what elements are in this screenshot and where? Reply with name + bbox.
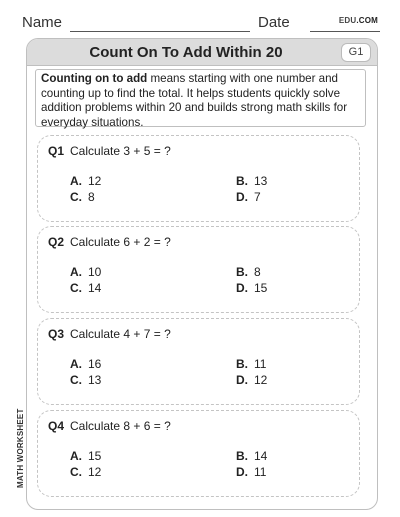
side-label: MATH WORKSHEET xyxy=(16,408,25,488)
question-number: Q1 xyxy=(48,144,65,158)
question-text: Calculate 4 + 7 = ? xyxy=(70,327,171,341)
question-card xyxy=(37,226,360,313)
option-letter: C. xyxy=(70,281,82,295)
option-c[interactable] xyxy=(70,373,101,387)
logo-main: EDU xyxy=(338,16,357,25)
option-b[interactable] xyxy=(236,265,261,279)
option-value: 13 xyxy=(88,373,102,387)
option-letter: D. xyxy=(236,373,248,387)
option-c[interactable] xyxy=(70,190,95,204)
option-value: 12 xyxy=(88,174,102,188)
option-letter: A. xyxy=(70,449,82,463)
option-a[interactable] xyxy=(70,265,101,279)
option-a[interactable] xyxy=(70,357,101,371)
option-b[interactable] xyxy=(236,174,267,188)
question-text: Calculate 6 + 2 = ? xyxy=(70,235,171,249)
question-card xyxy=(37,318,360,405)
name-date-row xyxy=(22,12,392,34)
option-letter: D. xyxy=(236,281,248,295)
option-d[interactable] xyxy=(236,373,267,387)
option-letter: D. xyxy=(236,190,248,204)
question-heading xyxy=(48,327,171,341)
option-value: 13 xyxy=(254,174,268,188)
worksheet-title: Count On To Add Within 20 xyxy=(89,44,283,61)
option-d[interactable] xyxy=(236,190,261,204)
intro-box xyxy=(35,69,366,127)
option-letter: A. xyxy=(70,357,82,371)
option-letter: C. xyxy=(70,373,82,387)
option-value: 11 xyxy=(254,357,267,371)
option-value: 15 xyxy=(88,449,102,463)
date-label: Date xyxy=(258,14,290,31)
option-value: 7 xyxy=(254,190,261,204)
question-number: Q4 xyxy=(48,419,65,433)
option-letter: A. xyxy=(70,174,82,188)
date-line[interactable] xyxy=(310,31,380,32)
name-label: Name xyxy=(22,14,63,31)
question-number: Q2 xyxy=(48,235,65,249)
question-text: Calculate 3 + 5 = ? xyxy=(70,144,171,158)
option-letter: B. xyxy=(236,449,248,463)
option-value: 12 xyxy=(88,465,102,479)
option-letter: C. xyxy=(70,190,82,204)
option-value: 16 xyxy=(88,357,102,371)
question-heading xyxy=(48,419,171,433)
question-card xyxy=(37,135,360,222)
worksheet-header xyxy=(27,39,377,66)
option-b[interactable] xyxy=(236,357,266,371)
option-value: 14 xyxy=(88,281,102,295)
question-heading xyxy=(48,235,171,249)
option-value: 14 xyxy=(254,449,268,463)
question-heading xyxy=(48,144,171,158)
logo-suffix: .COM xyxy=(356,16,378,25)
grade-badge: G1 xyxy=(341,43,371,62)
logo xyxy=(339,16,378,25)
option-c[interactable] xyxy=(70,281,101,295)
option-value: 8 xyxy=(88,190,95,204)
question-card xyxy=(37,410,360,497)
name-line[interactable] xyxy=(70,31,250,32)
option-c[interactable] xyxy=(70,465,101,479)
option-letter: C. xyxy=(70,465,82,479)
intro-text: means starting with one number and counting up to find the total. It helps students quickly solve addition problems within 20 and builds strong math skills for everyday situations. xyxy=(41,72,348,129)
option-b[interactable] xyxy=(236,449,267,463)
worksheet-card xyxy=(26,38,378,510)
option-value: 11 xyxy=(254,465,267,479)
option-value: 8 xyxy=(254,265,261,279)
option-value: 12 xyxy=(254,373,268,387)
option-letter: B. xyxy=(236,357,248,371)
option-value: 15 xyxy=(254,281,268,295)
option-a[interactable] xyxy=(70,449,101,463)
option-a[interactable] xyxy=(70,174,101,188)
option-value: 10 xyxy=(88,265,102,279)
option-d[interactable] xyxy=(236,281,267,295)
question-text: Calculate 8 + 6 = ? xyxy=(70,419,171,433)
option-letter: A. xyxy=(70,265,82,279)
option-letter: B. xyxy=(236,174,248,188)
option-d[interactable] xyxy=(236,465,266,479)
option-letter: B. xyxy=(236,265,248,279)
intro-bold: Counting on to add xyxy=(41,72,148,85)
question-number: Q3 xyxy=(48,327,65,341)
option-letter: D. xyxy=(236,465,248,479)
